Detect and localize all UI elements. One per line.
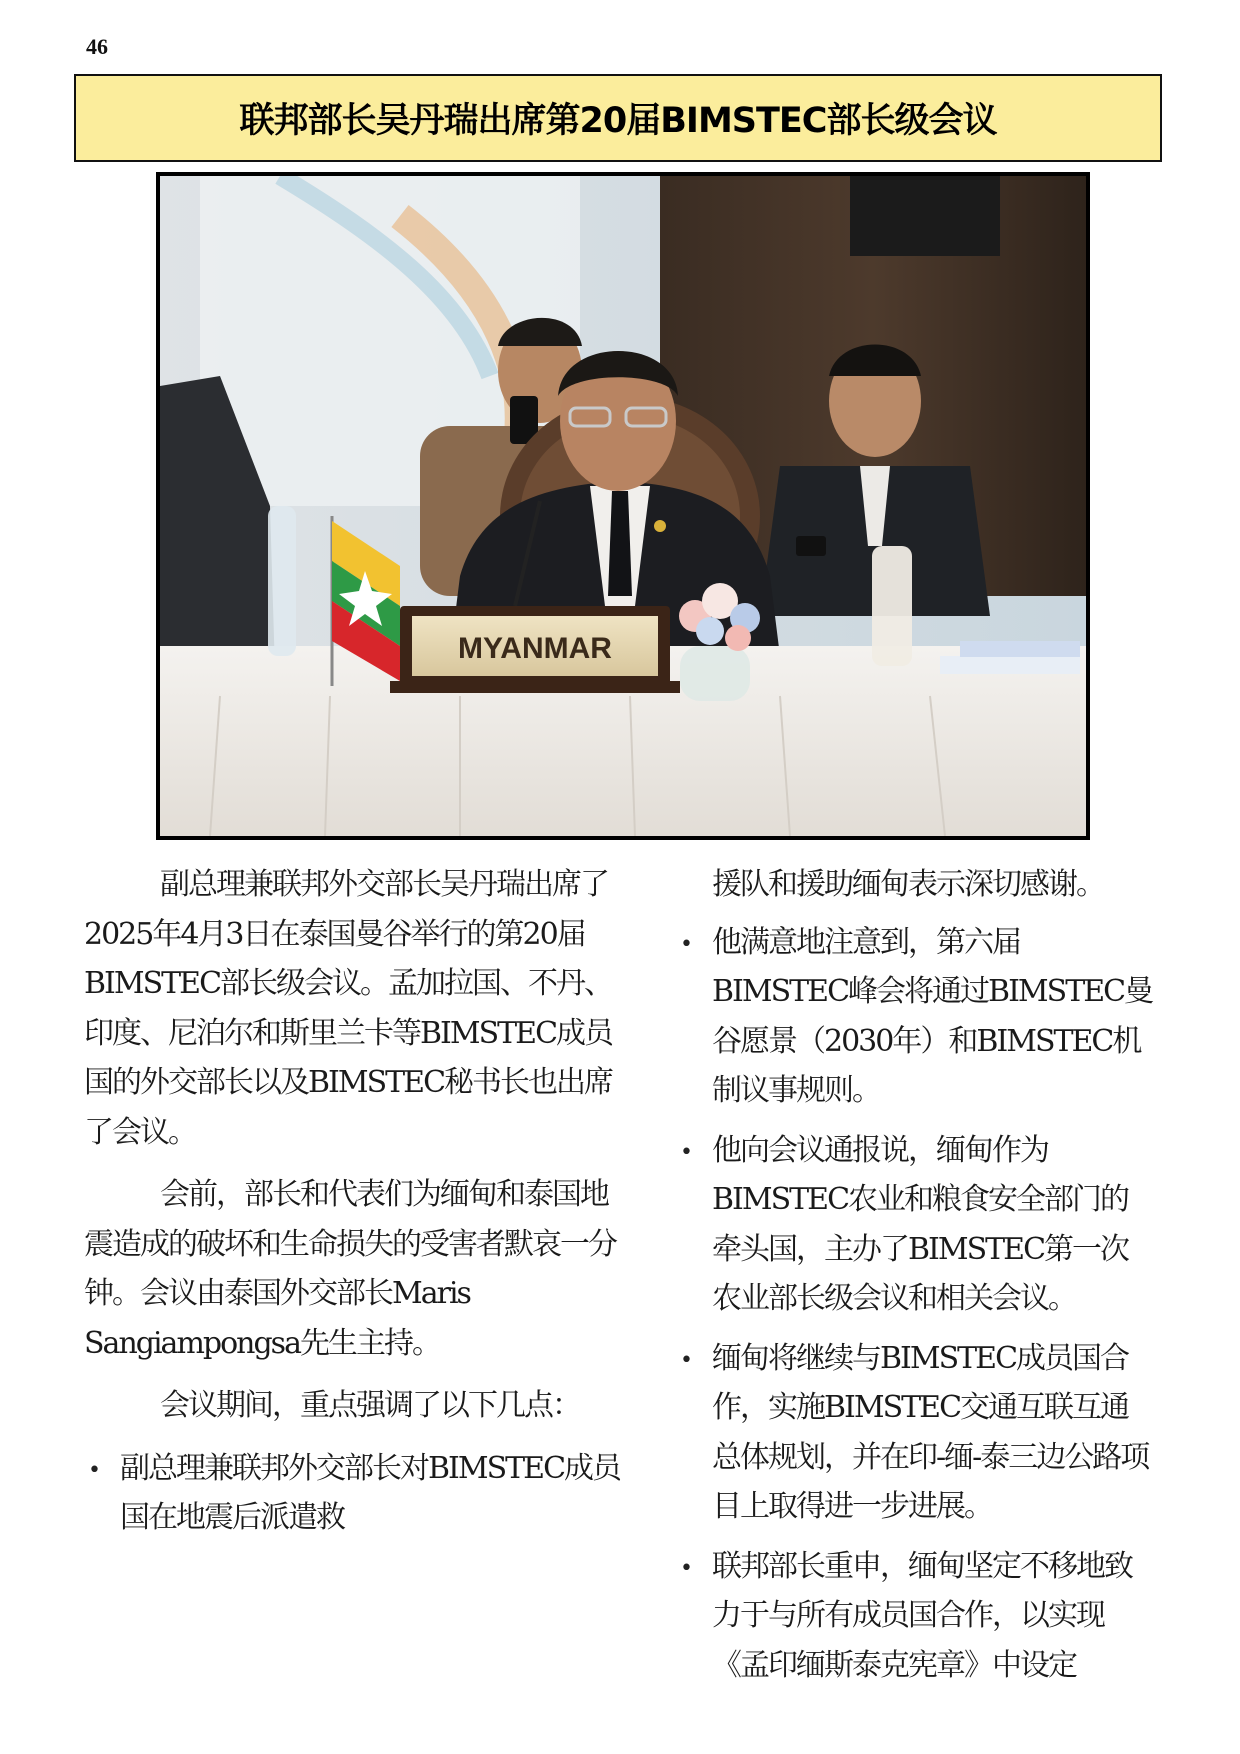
title-banner <box>74 74 1162 162</box>
meeting-photo <box>156 172 1090 840</box>
bullet-item: • 副总理兼联邦外交部长对BIMSTEC成员国在地震后派遣救 <box>84 1444 624 1543</box>
nameplate-label: MYANMAR <box>458 632 612 665</box>
page-title: 联邦部长吴丹瑞出席第20届BIMSTEC部长级会议 <box>239 101 997 141</box>
bullet-continuation <box>676 860 1156 910</box>
paragraph: 会议期间，重点强调了以下几点： <box>160 1388 580 1423</box>
bullet-item: • 联邦部长重申，缅甸坚定不移地致力于与所有成员国合作，以实现《孟印缅斯泰克宪章》中设定 <box>676 1542 1156 1691</box>
left-column <box>84 860 624 1553</box>
bullet-item: • 缅甸将继续与BIMSTEC成员国合作，实施BIMSTEC交通互联互通总体规划，并在印-缅-泰三边公路项目上取得进一步进展。 <box>676 1334 1156 1532</box>
page-number: 46 <box>86 34 108 59</box>
paragraph: 副总理兼联邦外交部长吴丹瑞出席了2025年4月3日在泰国曼谷举行的第20届BIMSTEC部长级会议。孟加拉国、不丹、印度、尼泊尔和斯里兰卡等BIMSTEC成员国的外交部长以及BIMSTEC秘书长也出席了会议。 <box>84 867 613 1150</box>
bullet-list <box>676 860 1156 1690</box>
bullet-item: • 他向会议通报说，缅甸作为BIMSTEC农业和粮食安全部门的牵头国，主办了BIMSTEC第一次农业部长级会议和相关会议。 <box>676 1126 1156 1324</box>
bullet-item: • 他满意地注意到，第六届BIMSTEC峰会将通过BIMSTEC曼谷愿景（2030年）和BIMSTEC机制议事规则。 <box>676 918 1156 1116</box>
paragraph: 会前，部长和代表们为缅甸和泰国地震造成的破坏和生命损失的受害者默哀一分钟。会议由泰国外交部长Maris Sangiampongsa先生主持。 <box>84 1177 616 1361</box>
bullet-list <box>84 1444 624 1543</box>
continuation-text: 援队和援助缅甸表示深切感谢。 <box>712 867 1104 902</box>
right-column <box>676 860 1156 1700</box>
